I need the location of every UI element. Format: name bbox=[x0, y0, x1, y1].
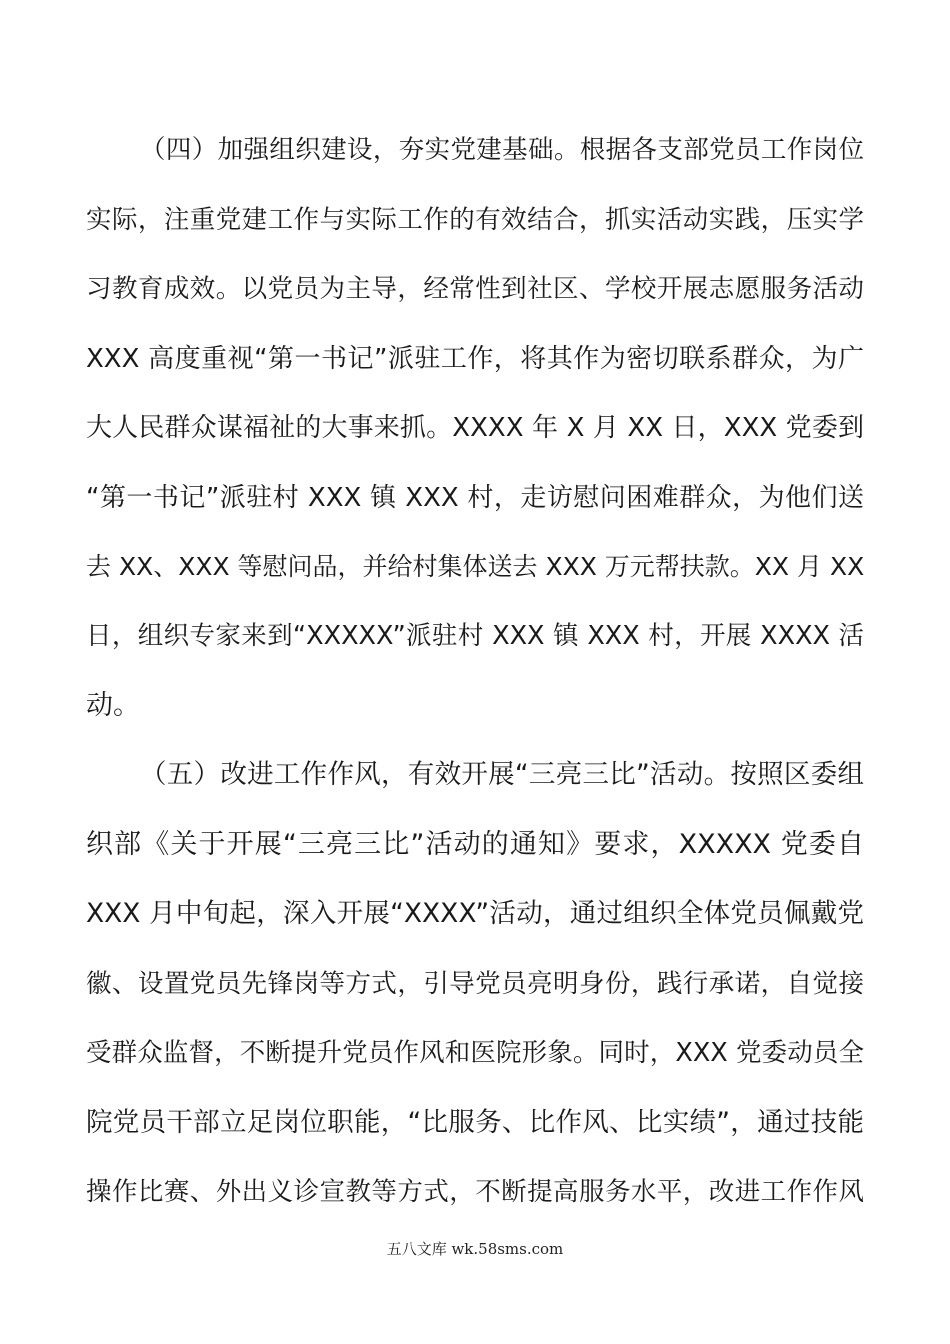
paragraph-4-line-8: 日，组织专家来到“XXXXX”派驻村 XXX 镇 XXX 村，开展 XXXX 活 bbox=[86, 621, 864, 651]
paragraph-4-line-9: 动。 bbox=[86, 690, 140, 721]
paragraph-5-line-4: 徽、设置党员先锋岗等方式，引导党员亮明身份，践行承诺，自觉接 bbox=[86, 969, 864, 999]
paragraph-5-line-2: 织部《关于开展“三亮三比”活动的通知》要求，XXXXX 党委自 bbox=[86, 829, 864, 860]
paragraph-5-line-5: 受群众监督，不断提升党员作风和医院形象。同时，XXX 党委动员全 bbox=[86, 1038, 864, 1068]
paragraph-4-line-3: 习教育成效。以党员为主导，经常性到社区、学校开展志愿服务活动 bbox=[86, 274, 864, 304]
paragraph-4-line-6: “第一书记”派驻村 XXX 镇 XXX 村，走访慰问困难群众，为他们送 bbox=[86, 483, 864, 513]
paragraph-4-line-1: （四）加强组织建设，夯实党建基础。根据各支部党员工作岗位 bbox=[140, 135, 864, 165]
page-footer-watermark: 五八文库 wk.58sms.com bbox=[386, 1240, 564, 1258]
paragraph-5-line-1: （五）改进工作作风，有效开展“三亮三比”活动。按照区委组 bbox=[140, 759, 864, 790]
paragraph-4-line-4: XXX 高度重视“第一书记”派驻工作，将其作为密切联系群众，为广 bbox=[86, 344, 864, 374]
paragraph-5-line-6: 院党员干部立足岗位职能，“比服务、比作风、比实绩”，通过技能 bbox=[86, 1107, 864, 1138]
paragraph-5-line-7: 操作比赛、外出义诊宣教等方式，不断提高服务水平，改进工作作风 bbox=[86, 1177, 864, 1207]
paragraph-5-line-3: XXX 月中旬起，深入开展“XXXX”活动，通过组织全体党员佩戴党 bbox=[86, 898, 864, 929]
paragraph-4-line-5: 大人民群众谋福祉的大事来抓。XXXX 年 X 月 XX 日，XXX 党委到 bbox=[86, 413, 864, 443]
paragraph-4-line-7: 去 XX、XXX 等慰问品，并给村集体送去 XXX 万元帮扶款。XX 月 XX bbox=[86, 552, 864, 581]
paragraph-4-line-2: 实际，注重党建工作与实际工作的有效结合，抓实活动实践，压实学 bbox=[86, 205, 864, 235]
